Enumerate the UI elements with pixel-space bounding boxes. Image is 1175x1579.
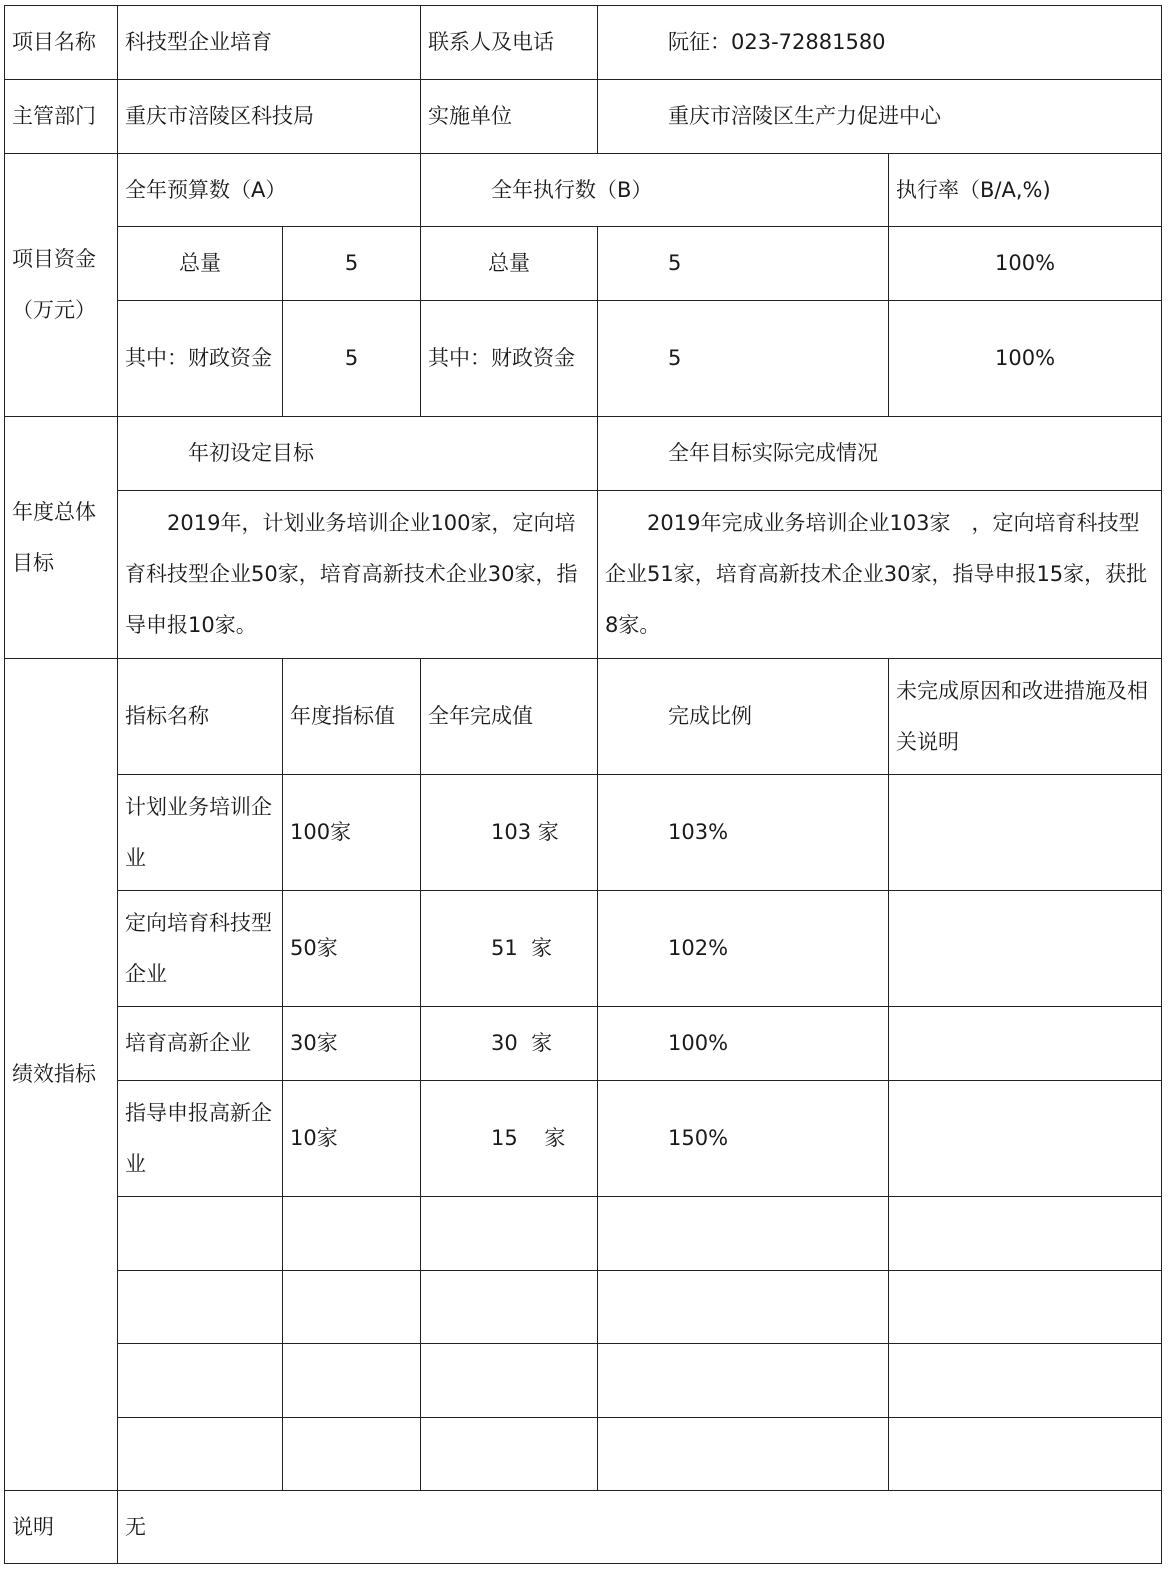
indicator-ratio: 103% xyxy=(598,775,889,891)
indicator-notes xyxy=(889,1007,1162,1081)
empty-cell xyxy=(598,1344,889,1418)
project-name-value: 科技型企业培育 xyxy=(118,6,421,80)
goals-label: 年度总体目标 xyxy=(5,417,118,659)
table-row-empty xyxy=(5,1271,1162,1344)
empty-cell xyxy=(118,1271,283,1344)
empty-cell xyxy=(889,1344,1162,1418)
empty-cell xyxy=(598,1271,889,1344)
empty-cell xyxy=(421,1344,598,1418)
indicator-notes xyxy=(889,775,1162,891)
empty-cell xyxy=(889,1271,1162,1344)
project-name-label: 项目名称 xyxy=(5,6,118,80)
fiscal-rate: 100% xyxy=(889,301,1162,417)
budget-header: 全年预算数（A） xyxy=(118,154,421,227)
indicator-ratio: 100% xyxy=(598,1007,889,1081)
rate-header: 执行率（B/A,%) xyxy=(889,154,1162,227)
fiscal-label-a: 其中：财政资金 xyxy=(118,301,283,417)
remark-value: 无 xyxy=(118,1491,1162,1564)
empty-cell xyxy=(598,1418,889,1491)
indicator-notes-header: 未完成原因和改进措施及相关说明 xyxy=(889,659,1162,775)
indicator-target-header: 年度指标值 xyxy=(283,659,421,775)
empty-cell xyxy=(421,1271,598,1344)
row-goals-header xyxy=(5,417,1162,491)
empty-cell xyxy=(889,1197,1162,1271)
unit-label: 实施单位 xyxy=(421,80,598,154)
row-goals-text xyxy=(5,491,1162,659)
empty-cell xyxy=(118,1197,283,1271)
indicator-target: 50家 xyxy=(283,891,421,1007)
empty-cell xyxy=(283,1271,421,1344)
total-a: 5 xyxy=(283,227,421,301)
contact-value: 阮征：023-72881580 xyxy=(598,6,1162,80)
table-row xyxy=(5,891,1162,1007)
total-label-b: 总量 xyxy=(421,227,598,301)
table-row xyxy=(5,775,1162,891)
indicators-label: 绩效指标 xyxy=(5,659,118,1491)
row-remark xyxy=(5,1491,1162,1564)
dept-value: 重庆市涪陵区科技局 xyxy=(118,80,421,154)
table-row-empty xyxy=(5,1418,1162,1491)
contact-label: 联系人及电话 xyxy=(421,6,598,80)
indicator-notes xyxy=(889,891,1162,1007)
indicator-done: 30 家 xyxy=(421,1007,598,1081)
indicator-name: 计划业务培训企业 xyxy=(118,775,283,891)
table-row xyxy=(5,1007,1162,1081)
fiscal-label-b: 其中：财政资金 xyxy=(421,301,598,417)
dept-label: 主管部门 xyxy=(5,80,118,154)
performance-table xyxy=(4,5,1162,1564)
indicator-done: 15 家 xyxy=(421,1081,598,1197)
row-indicator-header xyxy=(5,659,1162,775)
row-department xyxy=(5,80,1162,154)
indicator-done: 51 家 xyxy=(421,891,598,1007)
unit-value: 重庆市涪陵区生产力促进中心 xyxy=(598,80,1162,154)
indicator-done: 103 家 xyxy=(421,775,598,891)
initial-goal-header: 年初设定目标 xyxy=(118,417,598,491)
indicator-target: 30家 xyxy=(283,1007,421,1081)
indicator-ratio-header: 完成比例 xyxy=(598,659,889,775)
indicator-target: 100家 xyxy=(283,775,421,891)
empty-cell xyxy=(283,1197,421,1271)
empty-cell xyxy=(421,1197,598,1271)
remark-label: 说明 xyxy=(5,1491,118,1564)
row-funds-header xyxy=(5,154,1162,227)
empty-cell xyxy=(598,1197,889,1271)
empty-cell xyxy=(283,1344,421,1418)
fiscal-a: 5 xyxy=(283,301,421,417)
row-funds-total xyxy=(5,227,1162,301)
indicator-target: 10家 xyxy=(283,1081,421,1197)
table-row-empty xyxy=(5,1197,1162,1271)
indicator-name: 培育高新企业 xyxy=(118,1007,283,1081)
indicator-notes xyxy=(889,1081,1162,1197)
empty-cell xyxy=(421,1418,598,1491)
indicator-ratio: 150% xyxy=(598,1081,889,1197)
row-funds-fiscal xyxy=(5,301,1162,417)
empty-cell xyxy=(118,1418,283,1491)
initial-goal-text: 2019年，计划业务培训企业100家，定向培育科技型企业50家，培育高新技术企业30家，指导申报10家。 xyxy=(118,491,598,659)
table-row-empty xyxy=(5,1344,1162,1418)
total-b: 5 xyxy=(598,227,889,301)
funds-label: 项目资金（万元） xyxy=(5,154,118,417)
indicator-name: 定向培育科技型企业 xyxy=(118,891,283,1007)
empty-cell xyxy=(118,1344,283,1418)
actual-goal-text: 2019年完成业务培训企业103家 ，定向培育科技型企业51家，培育高新技术企业30家，指导申报15家，获批8家。 xyxy=(598,491,1162,659)
table-row xyxy=(5,1081,1162,1197)
exec-header: 全年执行数（B） xyxy=(421,154,889,227)
indicator-done-header: 全年完成值 xyxy=(421,659,598,775)
indicator-name-header: 指标名称 xyxy=(118,659,283,775)
total-rate: 100% xyxy=(889,227,1162,301)
total-label-a: 总量 xyxy=(118,227,283,301)
empty-cell xyxy=(283,1418,421,1491)
row-project-name xyxy=(5,6,1162,80)
fiscal-b: 5 xyxy=(598,301,889,417)
indicator-name: 指导申报高新企业 xyxy=(118,1081,283,1197)
indicator-ratio: 102% xyxy=(598,891,889,1007)
actual-goal-header: 全年目标实际完成情况 xyxy=(598,417,1162,491)
empty-cell xyxy=(889,1418,1162,1491)
